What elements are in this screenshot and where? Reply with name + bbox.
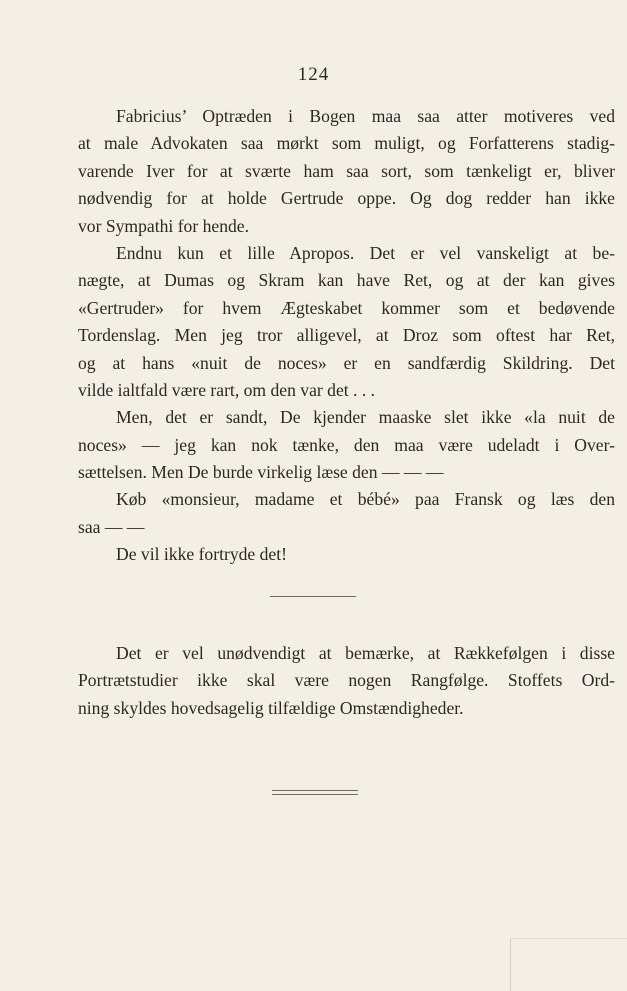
paragraph-5 xyxy=(78,541,615,568)
text-line: noces» — jeg kan nok tænke, den maa være udeladt i Over- xyxy=(78,434,615,455)
text-line: ning skyldes hovedsagelig tilfældige Omstændigheder. xyxy=(78,697,464,718)
paragraph-1 xyxy=(78,103,615,240)
text-line: vilde ialtfald være rart, om den var det . . . xyxy=(78,379,376,400)
text-line: varende Iver for at sværte ham saa sort, som tænkeligt er, bliver xyxy=(78,160,615,181)
text-line: Men, det er sandt, De kjender maaske slet ikke «la nuit de xyxy=(116,407,615,428)
text-line: De vil ikke fortryde det! xyxy=(116,544,287,565)
paragraph-3 xyxy=(78,404,615,486)
text-line: nødvendig for at holde Gertrude oppe. Og dog redder han ikke xyxy=(78,188,615,209)
closing-note xyxy=(78,640,615,722)
section-divider xyxy=(270,596,356,597)
page-number: 124 xyxy=(297,64,330,85)
text-line: og at hans «nuit de noces» er en sandfærdig Skildring. Det xyxy=(78,352,615,373)
text-line: Endnu kun et lille Apropos. Det er vel vanskeligt at be- xyxy=(116,242,615,263)
paragraph-2 xyxy=(78,240,615,404)
text-line: Tordenslag. Men jeg tror alligevel, at Droz som oftest har Ret, xyxy=(78,325,615,346)
end-divider xyxy=(272,790,358,795)
page-corner-mark xyxy=(510,938,627,991)
paragraph-4 xyxy=(78,486,615,541)
main-text xyxy=(78,103,615,569)
text-line: sættelsen. Men De burde virkelig læse den — — — xyxy=(78,462,444,483)
text-line: Portrætstudier ikke skal være nogen Rangfølge. Stoffets Ord- xyxy=(78,670,615,691)
text-line: «Gertruder» for hvem Ægteskabet kommer som et bedøvende xyxy=(78,297,615,318)
text-line: saa — — xyxy=(78,516,145,537)
text-line: Køb «monsieur, madame et bébé» paa Fransk og læs den xyxy=(116,489,615,510)
text-line: at male Advokaten saa mørkt som muligt, og Forfatterens stadig- xyxy=(78,133,615,154)
text-line: nægte, at Dumas og Skram kan have Ret, og at der kan gives xyxy=(78,270,615,291)
text-line: Det er vel unødvendigt at bemærke, at Rækkefølgen i disse xyxy=(116,643,615,663)
text-line: vor Sympathi for hende. xyxy=(78,215,250,236)
text-line: Fabricius’ Optræden i Bogen maa saa atter motiveres ved xyxy=(116,106,615,126)
note-paragraph xyxy=(78,640,615,722)
